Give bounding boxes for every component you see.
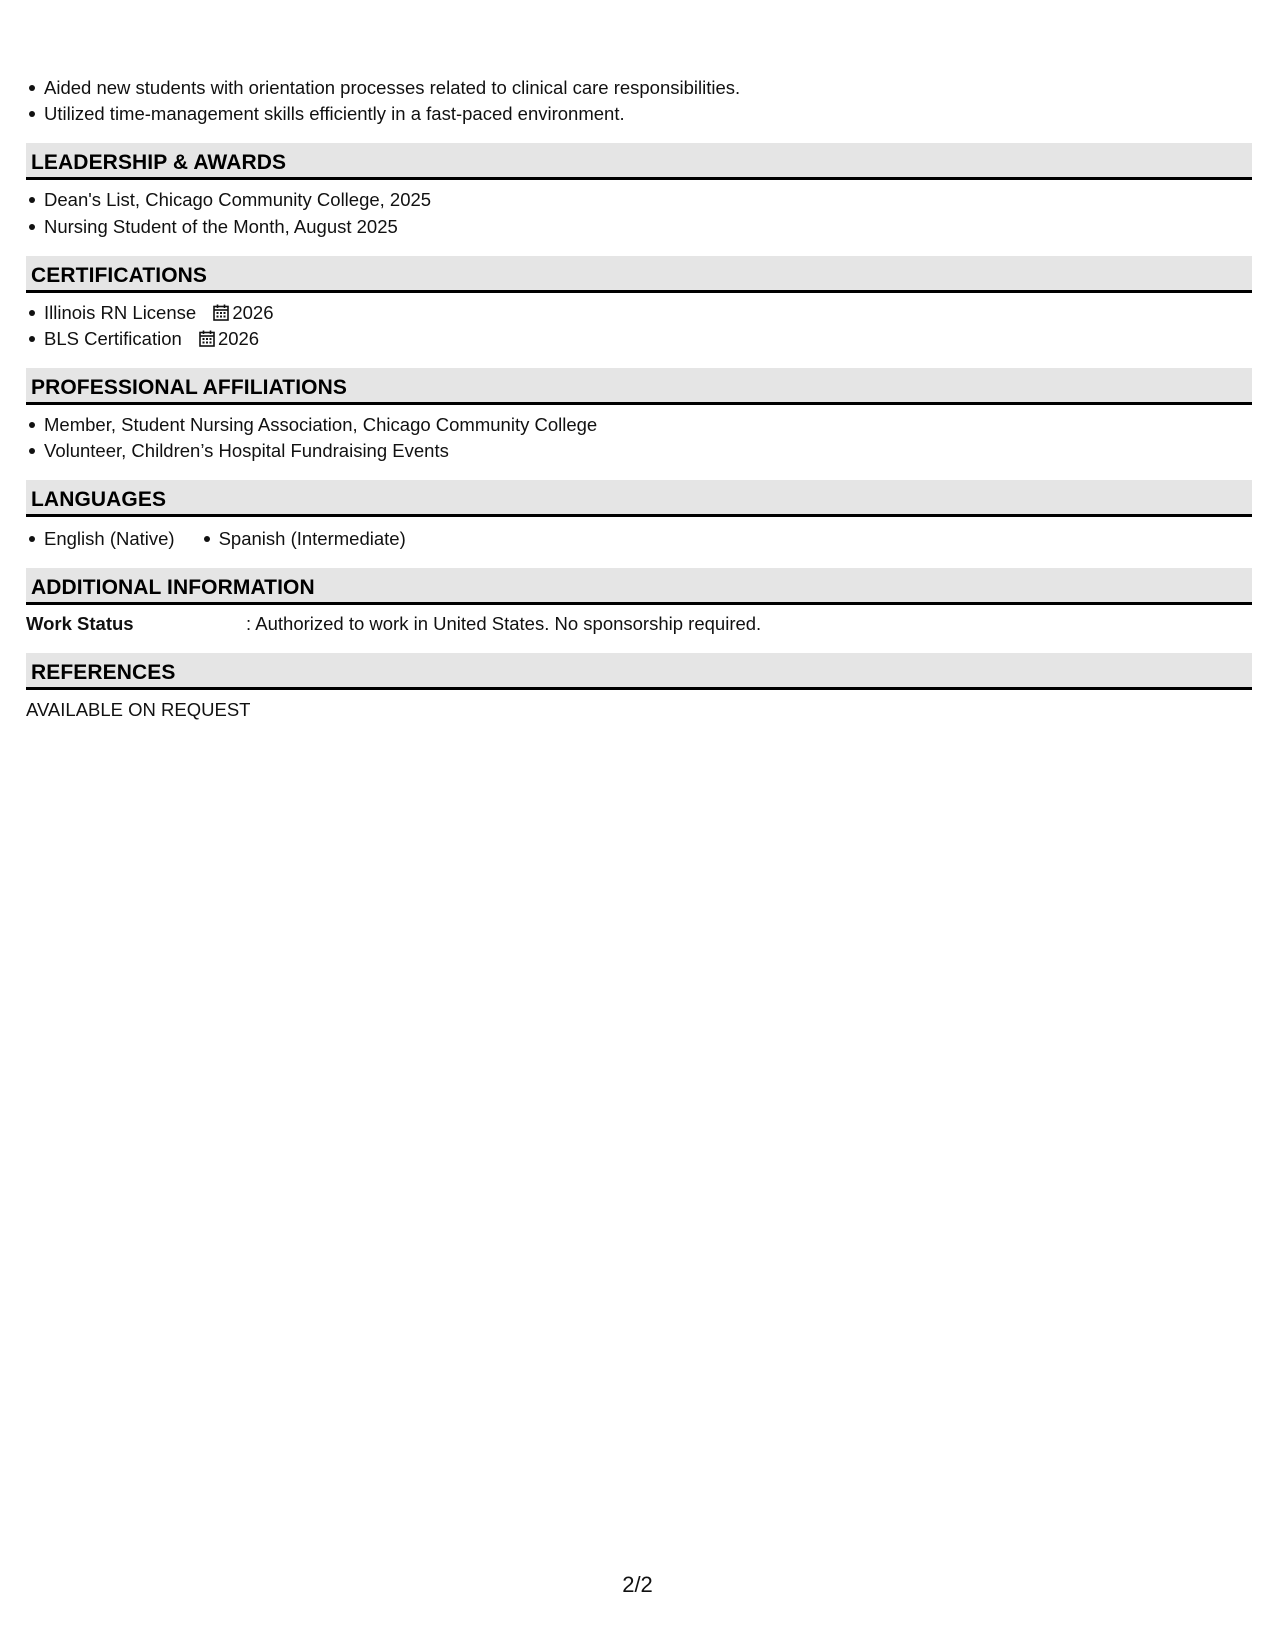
- work-status-row: [26, 610, 1252, 637]
- section-header: [26, 256, 1252, 293]
- list-item: Aided new students with orientation processes related to clinical care responsibilities.: [44, 74, 1252, 101]
- affiliations-list: [26, 411, 1252, 464]
- certifications-list: [26, 299, 1252, 352]
- certification-year: 2026: [217, 328, 260, 349]
- section-body: [26, 517, 1252, 552]
- section-header: [26, 368, 1252, 405]
- list-item: Dean's List, Chicago Community College, 2025: [44, 186, 1252, 213]
- section-title: REFERENCES: [31, 661, 176, 684]
- list-item: [44, 325, 1252, 352]
- list-item: Utilized time-management skills efficiently in a fast-paced environment.: [44, 100, 1252, 127]
- experience-bullet-list: [26, 74, 1252, 127]
- languages-section: [26, 480, 1252, 552]
- certifications-section: [26, 256, 1252, 352]
- leadership-section: [26, 143, 1252, 240]
- list-item: Spanish (Intermediate): [219, 525, 406, 552]
- list-item: Volunteer, Children’s Hospital Fundraising Events: [44, 437, 1252, 464]
- section-title: PROFESSIONAL AFFILIATIONS: [31, 376, 347, 399]
- calendar-icon: [213, 304, 229, 321]
- section-header: [26, 653, 1252, 690]
- work-status-value: : Authorized to work in United States. No sponsorship required.: [246, 613, 762, 634]
- list-item: English (Native): [44, 525, 175, 552]
- references-section: [26, 653, 1252, 723]
- section-body: [26, 690, 1252, 723]
- section-body: [26, 180, 1252, 240]
- calendar-icon: [199, 330, 215, 347]
- section-body: [26, 405, 1252, 464]
- section-title: ADDITIONAL INFORMATION: [31, 576, 315, 599]
- list-item: Nursing Student of the Month, August 2025: [44, 213, 1252, 240]
- list-item: Member, Student Nursing Association, Chicago Community College: [44, 411, 1252, 438]
- references-text: AVAILABLE ON REQUEST: [26, 699, 251, 720]
- page-number: 2/2: [622, 1572, 653, 1597]
- section-header: [26, 568, 1252, 605]
- section-title: LEADERSHIP & AWARDS: [31, 151, 287, 174]
- section-body: [26, 293, 1252, 352]
- work-status-label: Work Status: [26, 613, 134, 634]
- list-item: [44, 299, 1252, 326]
- certification-name: BLS Certification: [44, 328, 182, 349]
- affiliations-section: [26, 368, 1252, 464]
- resume-page: [26, 0, 1252, 723]
- languages-list: [26, 525, 1252, 552]
- section-title: CERTIFICATIONS: [31, 264, 208, 287]
- section-title: LANGUAGES: [31, 488, 167, 511]
- section-header: [26, 143, 1252, 180]
- certification-year: 2026: [232, 302, 274, 323]
- additional-info-section: [26, 568, 1252, 637]
- experience-continued: [26, 0, 1252, 127]
- certification-name: Illinois RN License: [44, 302, 197, 323]
- leadership-list: [26, 186, 1252, 240]
- section-body: [26, 605, 1252, 637]
- section-header: [26, 480, 1252, 517]
